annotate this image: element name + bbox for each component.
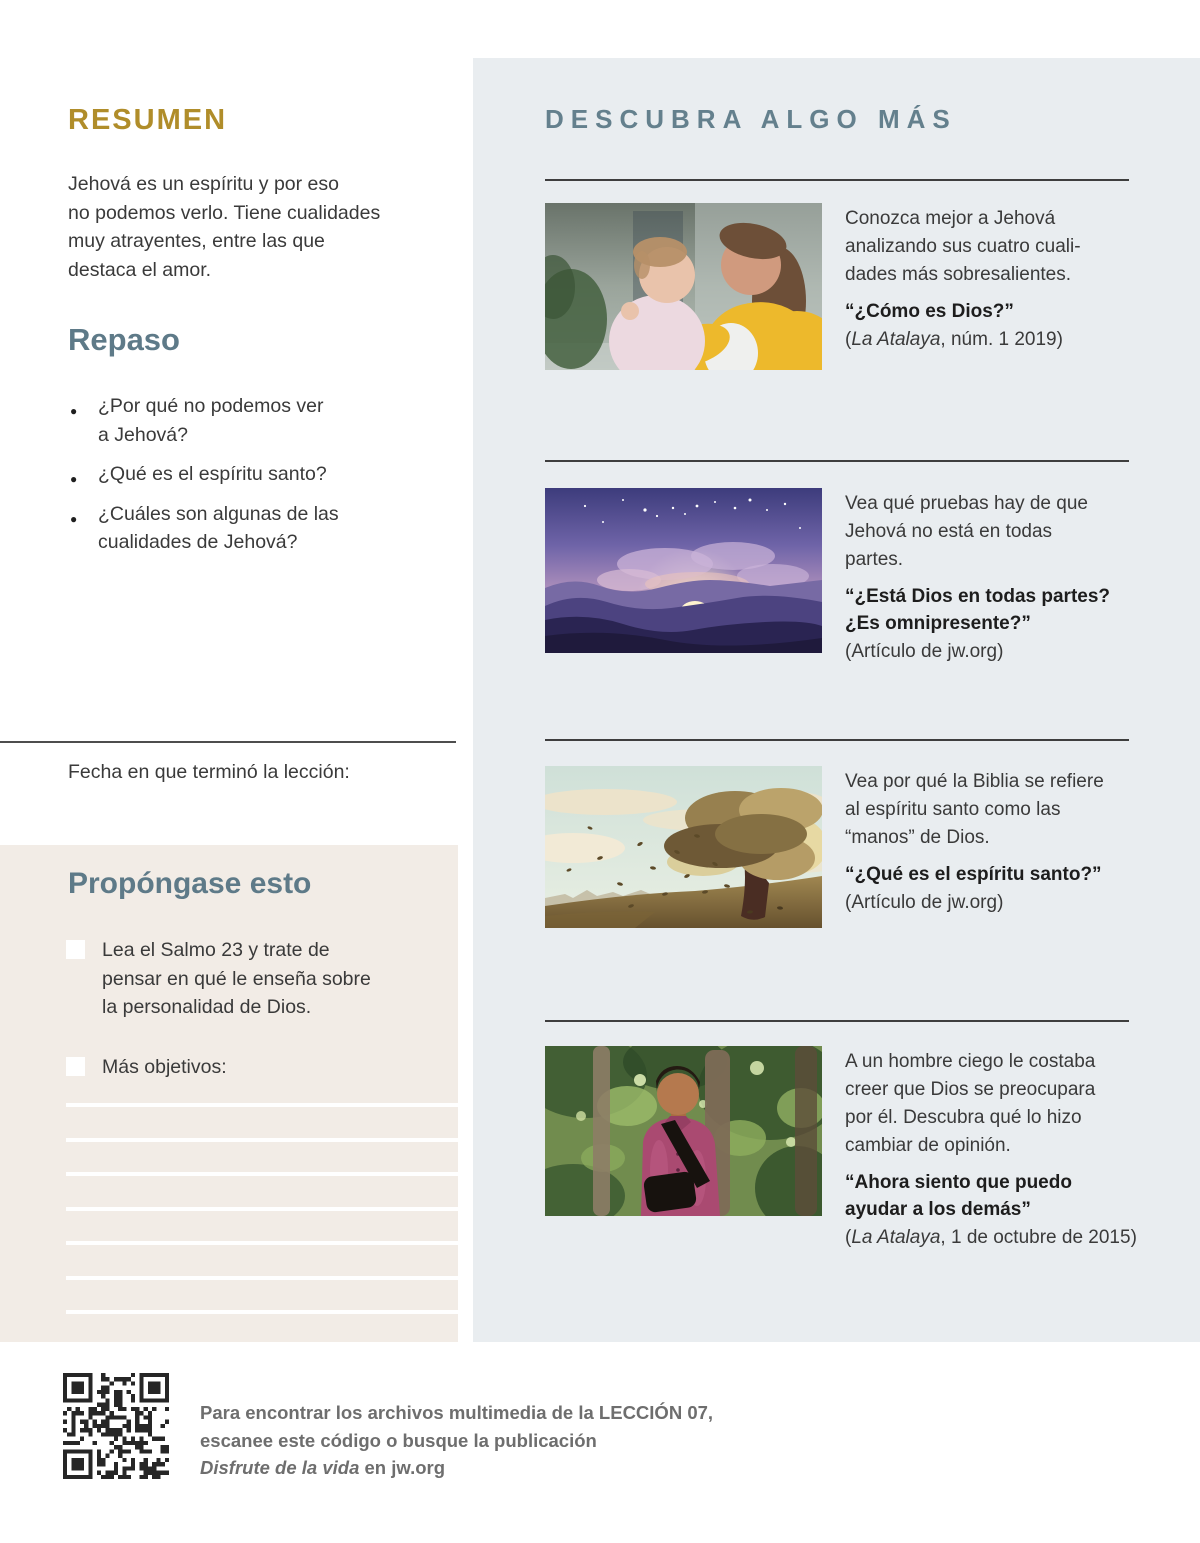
discover-heading: DESCUBRA ALGO MÁS	[545, 104, 957, 134]
goal-checkbox[interactable]	[66, 1057, 85, 1076]
item-title-link[interactable]: “¿Cómo es Dios?”	[845, 301, 1014, 322]
mother-and-child-photo[interactable]	[545, 203, 822, 370]
item-divider	[545, 460, 1129, 462]
discover-item-text	[845, 205, 1160, 353]
footer-line: Disfrute de la vida en jw.org	[200, 1457, 446, 1478]
item-title-link[interactable]: “Ahora siento que puedo ayudar a los demás”	[845, 1172, 1072, 1220]
resumen-heading: RESUMEN	[68, 104, 228, 136]
writing-line[interactable]	[66, 1276, 458, 1280]
discover-item-text	[845, 768, 1160, 916]
item-title-link[interactable]: “¿Qué es el espíritu santo?”	[845, 864, 1102, 885]
item-source: (La Atalaya, núm. 1 2019)	[845, 329, 1063, 350]
repaso-question: ● ¿Cuáles son algunas de las cualidades de Jehová?	[68, 500, 339, 557]
autumn-tree-illustration	[545, 766, 822, 928]
goals-box	[0, 845, 458, 1342]
discover-item-text	[845, 1048, 1160, 1251]
goal-checkbox[interactable]	[66, 940, 85, 959]
propongase-heading: Propóngase esto	[68, 867, 312, 900]
repaso-list	[68, 392, 339, 568]
goal-text: Más objetivos:	[102, 1056, 227, 1078]
qr-code-icon	[63, 1373, 169, 1479]
item-source: (Artículo de jw.org)	[845, 641, 1004, 662]
writing-line[interactable]	[66, 1103, 458, 1107]
completion-date-label: Fecha en que terminó la lección:	[68, 761, 350, 783]
discover-item-text	[845, 490, 1160, 665]
repaso-question: ● ¿Qué es el espíritu santo?	[68, 460, 339, 489]
item-title-link[interactable]: “¿Está Dios en todas partes? ¿Es omnipresente?”	[845, 586, 1111, 634]
sunset-mountains-illustration	[545, 488, 822, 653]
goal-item	[0, 936, 458, 1022]
man-in-foliage-illustration	[545, 1046, 822, 1216]
writing-line[interactable]	[66, 1207, 458, 1211]
writing-line[interactable]	[66, 1172, 458, 1176]
goal-item	[0, 1053, 458, 1082]
item-description: A un hombre ciego le costaba creer que Dios se preocupara por él. Descubra qué lo hizo cambiar de opinión.	[845, 1051, 1096, 1156]
footer-line: Para encontrar los archivos multimedia de la LECCIÓN 07,	[200, 1402, 714, 1423]
sunset-mountains-photo[interactable]	[545, 488, 822, 653]
item-source: (Artículo de jw.org)	[845, 892, 1004, 913]
repaso-heading: Repaso	[68, 322, 180, 357]
item-source: (La Atalaya, 1 de octubre de 2015)	[845, 1227, 1137, 1248]
item-description: Vea por qué la Biblia se refiere al espíritu santo como las “manos” de Dios.	[845, 771, 1104, 848]
item-description: Conozca mejor a Jehová analizando sus cuatro cuali- dades más sobresalientes.	[845, 208, 1081, 285]
blind-man-pink-shirt-photo[interactable]	[545, 1046, 822, 1216]
item-divider	[545, 179, 1129, 181]
footer-note	[200, 1399, 713, 1482]
goal-text: Lea el Salmo 23 y trate de pensar en qué le enseña sobre la personalidad de Dios.	[102, 939, 371, 1018]
repaso-question: ● ¿Por qué no podemos ver a Jehová?	[68, 392, 339, 449]
item-divider	[545, 1020, 1129, 1022]
writing-line[interactable]	[66, 1241, 458, 1245]
writing-line[interactable]	[66, 1310, 458, 1314]
item-description: Vea qué pruebas hay de que Jehová no está en todas partes.	[845, 493, 1088, 570]
writing-line[interactable]	[66, 1138, 458, 1142]
qr-code	[63, 1373, 169, 1479]
resumen-paragraph: Jehová es un espíritu y por eso no podemos verlo. Tiene cualidades muy atrayentes, entre las que destaca el amor.	[68, 173, 381, 281]
autumn-tree-photo[interactable]	[545, 766, 822, 928]
left-divider	[0, 741, 456, 743]
mother-and-child-illustration	[545, 203, 822, 370]
footer-line: escanee este código o busque la publicación	[200, 1429, 597, 1451]
item-divider	[545, 739, 1129, 741]
discover-panel	[473, 58, 1200, 1342]
